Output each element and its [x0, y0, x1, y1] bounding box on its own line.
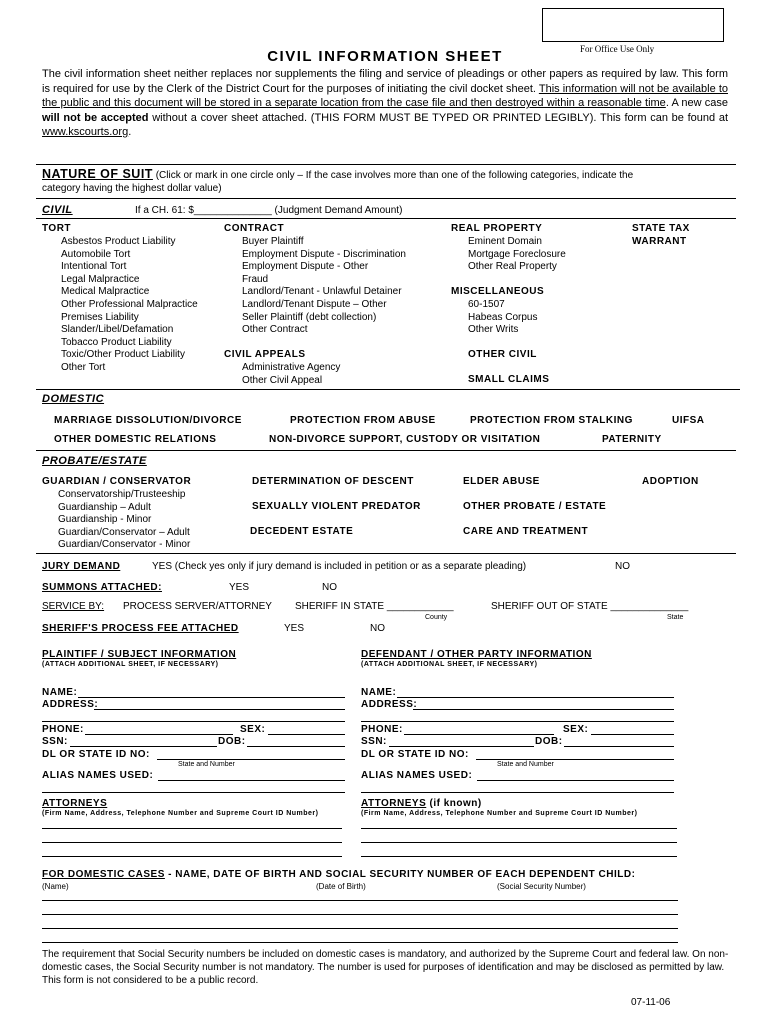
real-property-list — [468, 236, 566, 274]
defendant-phone-label: PHONE: — [361, 724, 403, 735]
tort-option[interactable]: Other Tort — [61, 361, 106, 373]
contract-option[interactable]: Landlord/Tenant - Unlawful Detainer — [242, 286, 402, 298]
plaintiff-sex-label: SEX: — [240, 724, 266, 735]
plaintiff-attorneys-note: (Firm Name, Address, Telephone Number and Supreme Court ID Number) — [42, 810, 319, 817]
jury-demand-label: JURY DEMAND — [42, 561, 121, 572]
form-date-code: 07-11-06 — [631, 997, 671, 1008]
intro-text-1: The civil information sheet neither replaces nor supplements the filing and service of pleadings or other papers as required by law. This form is required for use by the Clerk of the District Court for the purposes of initiating the civil docket sheet. — [42, 68, 728, 95]
plaintiff-ssn-input[interactable] — [70, 746, 217, 747]
misc-option[interactable]: Habeas Corpus — [468, 311, 538, 323]
sheriff-in-state-option[interactable]: SHERIFF IN STATE ____________ — [295, 601, 454, 612]
contract-option[interactable]: Buyer Plaintiff — [242, 236, 304, 247]
nature-line — [42, 168, 633, 182]
child-info-input-3[interactable] — [42, 928, 678, 929]
plaintiff-dob-input[interactable] — [247, 746, 345, 747]
decedent-option[interactable]: DECEDENT ESTATE — [250, 526, 354, 537]
tort-option[interactable]: Slander/Libel/Defamation — [61, 324, 174, 336]
contract-option[interactable]: Landlord/Tenant Dispute – Other — [242, 298, 387, 310]
protection-abuse-option[interactable]: PROTECTION FROM ABUSE — [290, 415, 436, 426]
defendant-attorney-input[interactable] — [361, 828, 677, 829]
child-info-input[interactable] — [42, 900, 678, 901]
protection-stalking-option[interactable]: PROTECTION FROM STALKING — [470, 415, 633, 426]
plaintiff-address-input[interactable] — [94, 709, 345, 710]
intro-text-5: without a cover sheet attached. (THIS FORM MUST BE TYPED OR PRINTED LEGIBLY). This form can be found at — [152, 111, 728, 124]
defendant-attorneys-known: (if known) — [429, 798, 482, 809]
defendant-sex-label: SEX: — [563, 724, 589, 735]
small-claims-option[interactable]: SMALL CLAIMS — [468, 374, 550, 385]
care-treatment-option[interactable]: CARE AND TREATMENT — [463, 526, 589, 537]
defendant-alias-input-2[interactable] — [361, 792, 674, 793]
contract-option[interactable]: Employment Dispute - Discrimination — [242, 248, 406, 260]
plaintiff-heading: PLAINTIFF / SUBJECT INFORMATION — [42, 649, 237, 660]
plaintiff-phone-label: PHONE: — [42, 724, 84, 735]
divider — [36, 198, 736, 199]
defendant-attorney-input-3[interactable] — [361, 856, 677, 857]
contract-option[interactable]: Fraud — [242, 273, 269, 285]
probate-heading: PROBATE/ESTATE — [42, 455, 147, 467]
appeals-option[interactable]: Administrative Agency — [242, 362, 341, 373]
tort-option[interactable]: Tobacco Product Liability — [61, 336, 172, 348]
tort-heading: TORT — [42, 223, 72, 234]
plaintiff-state-number-caption: State and Number — [178, 761, 235, 768]
plaintiff-address-label: ADDRESS: — [42, 699, 99, 710]
plaintiff-alias-input[interactable] — [158, 780, 345, 781]
divider — [36, 164, 736, 165]
plaintiff-attorneys-label: ATTORNEYS — [42, 798, 108, 809]
other-probate-option[interactable]: OTHER PROBATE / ESTATE — [463, 501, 607, 512]
misc-option[interactable]: Other Writs — [468, 324, 519, 336]
domestic-heading: DOMESTIC — [42, 393, 105, 405]
summons-yes-option[interactable]: YES — [229, 582, 250, 593]
plaintiff-alias-label: ALIAS NAMES USED: — [42, 770, 154, 781]
defendant-state-number-caption: State and Number — [497, 761, 554, 768]
tort-option[interactable]: Asbestos Product Liability — [61, 236, 176, 247]
warrant-label: WARRANT — [632, 236, 687, 247]
real-property-heading: REAL PROPERTY — [451, 223, 543, 234]
jury-yes-option[interactable]: YES (Check yes only if jury demand is included in petition or as a separate pleading) — [152, 561, 527, 572]
tort-option[interactable]: Toxic/Other Product Liability — [61, 349, 185, 361]
tort-option[interactable]: Other Professional Malpractice — [61, 298, 198, 310]
divider — [36, 450, 736, 451]
contract-list — [242, 236, 406, 337]
office-use-label: For Office Use Only — [580, 44, 655, 54]
contract-option[interactable]: Other Contract — [242, 324, 308, 336]
contract-heading: CONTRACT — [224, 223, 285, 234]
plaintiff-dl-label: DL OR STATE ID NO: — [42, 749, 150, 760]
intro-text-3: . A new case — [665, 97, 729, 109]
guardian-sub-option[interactable]: Guardianship – Adult — [58, 501, 151, 513]
child-ssn-caption: (Social Security Number) — [497, 882, 586, 891]
guardian-sub-option[interactable]: Guardianship - Minor — [58, 514, 152, 526]
misc-option[interactable]: 60-1507 — [468, 299, 505, 310]
tort-option[interactable]: Medical Malpractice — [61, 286, 150, 298]
plaintiff-attach-note: (ATTACH ADDITIONAL SHEET, IF NECESSARY) — [42, 661, 219, 668]
child-info-input-4[interactable] — [42, 942, 678, 943]
intro-paragraph — [42, 67, 728, 140]
guardian-list — [58, 489, 190, 552]
appeals-option[interactable]: Other Civil Appeal — [242, 374, 323, 386]
divider — [36, 389, 740, 390]
kscourts-link[interactable]: www.kscourts.org — [42, 126, 129, 138]
sheriff-out-state-option[interactable]: SHERIFF OUT OF STATE ______________ — [491, 601, 689, 612]
footer-notice: The requirement that Social Security numbers be included on domestic cases is mandatory, and authorized by the Supreme Court and federal law. On non-domestic cases, the Social Security number is not mandatory. The number is used for purposes of identification and may be disclosed as permitted by law. This form is not considered to be a public record. — [42, 949, 729, 986]
defendant-attorneys-note: (Firm Name, Address, Telephone Number and Supreme Court ID Number) — [361, 810, 638, 817]
fee-yes-option[interactable]: YES — [284, 623, 305, 634]
guardian-sub-option[interactable]: Guardian/Conservator – Adult — [58, 526, 190, 538]
state-tax-option[interactable]: STATE TAX — [632, 223, 690, 234]
plaintiff-attorney-input-3[interactable] — [42, 856, 342, 857]
defendant-name-input[interactable] — [397, 697, 674, 698]
plaintiff-name-input[interactable] — [78, 697, 345, 698]
fee-attached-label: SHERIFF'S PROCESS FEE ATTACHED — [42, 623, 239, 634]
real-property-option[interactable]: Mortgage Foreclosure — [468, 248, 566, 260]
misc-list — [468, 299, 537, 337]
other-civil-option[interactable]: OTHER CIVIL — [468, 349, 537, 360]
intro-text-6: . — [128, 126, 132, 138]
defendant-name-label: NAME: — [361, 687, 397, 698]
summons-no-option[interactable]: NO — [322, 582, 337, 593]
defendant-dl-label: DL OR STATE ID NO: — [361, 749, 469, 760]
contract-option[interactable]: Employment Dispute - Other — [242, 261, 369, 273]
plaintiff-address-input-2[interactable] — [42, 721, 345, 722]
real-property-option[interactable]: Eminent Domain — [468, 236, 542, 247]
intro-text-4: will not be accepted — [42, 111, 149, 124]
defendant-alias-input[interactable] — [477, 780, 674, 781]
plaintiff-attorney-input-2[interactable] — [42, 842, 342, 843]
defendant-address-input[interactable] — [413, 709, 674, 710]
tort-option[interactable]: Automobile Tort — [61, 248, 131, 260]
miscellaneous-heading: MISCELLANEOUS — [451, 286, 545, 297]
defendant-alias-label: ALIAS NAMES USED: — [361, 770, 473, 781]
defendant-sex-input[interactable] — [591, 734, 674, 735]
jury-no-option[interactable]: NO — [615, 561, 630, 572]
civil-appeals-heading: CIVIL APPEALS — [224, 349, 306, 360]
plaintiff-name-label: NAME: — [42, 687, 78, 698]
tort-option[interactable]: Legal Malpractice — [61, 273, 140, 285]
paternity-option[interactable]: PATERNITY — [602, 434, 662, 445]
plaintiff-ssn-label: SSN: — [42, 736, 68, 747]
state-caption: State — [667, 614, 684, 621]
nature-instruction-2: category having the highest dollar value) — [42, 183, 222, 194]
defendant-address-input-2[interactable] — [361, 721, 674, 722]
tort-option[interactable]: Intentional Tort — [61, 261, 127, 273]
plaintiff-dl-input[interactable] — [157, 759, 345, 760]
domestic-cases-label: FOR DOMESTIC CASES — [42, 869, 165, 880]
child-name-caption: (Name) — [42, 882, 69, 891]
child-info-input-2[interactable] — [42, 914, 678, 915]
civil-heading: CIVIL — [42, 204, 73, 216]
defendant-attorney-input-2[interactable] — [361, 842, 677, 843]
defendant-address-label: ADDRESS: — [361, 699, 418, 710]
defendant-attach-note: (ATTACH ADDITIONAL SHEET, IF NECESSARY) — [361, 661, 538, 668]
defendant-attorneys-label: ATTORNEYS — [361, 798, 427, 809]
defendant-ssn-input[interactable] — [389, 746, 534, 747]
divider — [36, 218, 736, 219]
tort-option[interactable]: Premises Liability — [61, 311, 139, 323]
defendant-ssn-label: SSN: — [361, 736, 387, 747]
domestic-cases-rest: - NAME, DATE OF BIRTH AND SOCIAL SECURITY NUMBER OF EACH DEPENDENT CHILD: — [164, 869, 636, 880]
marriage-dissolution-option[interactable]: MARRIAGE DISSOLUTION/DIVORCE — [54, 415, 242, 426]
defendant-heading: DEFENDANT / OTHER PARTY INFORMATION — [361, 649, 592, 660]
guardian-sub-option[interactable]: Conservatorship/Trusteeship — [58, 489, 186, 500]
divider — [36, 553, 736, 554]
real-property-option[interactable]: Other Real Property — [468, 261, 557, 273]
nature-instruction: (Click or mark in one circle only – If the case involves more than one of the following categories, indicate the — [155, 170, 634, 181]
defendant-dob-label: DOB: — [535, 736, 563, 747]
nature-heading: NATURE OF SUIT — [42, 167, 153, 181]
plaintiff-dob-label: DOB: — [218, 736, 246, 747]
tort-list — [61, 236, 198, 375]
other-domestic-option[interactable]: OTHER DOMESTIC RELATIONS — [54, 434, 217, 445]
non-divorce-support-option[interactable]: NON-DIVORCE SUPPORT, CUSTODY OR VISITATION — [269, 434, 541, 445]
appeals-list — [242, 362, 340, 387]
contract-option[interactable]: Seller Plaintiff (debt collection) — [242, 311, 377, 323]
fee-no-option[interactable]: NO — [370, 623, 385, 634]
intro-text-2: This information will not be available to the public and this document will be stored in a separate location from the case file and then destroyed within a reasonable time — [42, 82, 728, 109]
office-use-box — [542, 8, 724, 42]
domestic-cases-heading — [42, 869, 635, 881]
defendant-attorneys-label-row — [361, 798, 482, 810]
descent-option[interactable]: DETERMINATION OF DESCENT — [252, 476, 414, 487]
predator-option[interactable]: SEXUALLY VIOLENT PREDATOR — [252, 501, 421, 512]
guardian-sub-option[interactable]: Guardian/Conservator - Minor — [58, 539, 191, 551]
county-caption: County — [425, 614, 448, 621]
page-title: CIVIL INFORMATION SHEET — [267, 48, 503, 65]
defendant-dob-input[interactable] — [564, 746, 674, 747]
plaintiff-sex-input[interactable] — [268, 734, 345, 735]
summons-label: SUMMONS ATTACHED: — [42, 582, 162, 593]
defendant-dl-input[interactable] — [476, 759, 674, 760]
ch61-amount-field[interactable]: If a CH. 61: $______________ (Judgment Demand Amount) — [135, 205, 403, 216]
uifsa-option[interactable]: UIFSA — [672, 415, 705, 426]
guardian-option[interactable]: GUARDIAN / CONSERVATOR — [42, 476, 192, 487]
service-by-label: SERVICE BY: — [42, 601, 105, 612]
plaintiff-alias-input-2[interactable] — [42, 792, 345, 793]
plaintiff-phone-input[interactable] — [85, 734, 233, 735]
child-dob-caption: (Date of Birth) — [316, 882, 366, 891]
defendant-phone-input[interactable] — [404, 734, 554, 735]
process-server-option[interactable]: PROCESS SERVER/ATTORNEY — [123, 601, 272, 612]
elder-abuse-option[interactable]: ELDER ABUSE — [463, 476, 540, 487]
plaintiff-attorney-input[interactable] — [42, 828, 342, 829]
adoption-option[interactable]: ADOPTION — [642, 476, 699, 487]
